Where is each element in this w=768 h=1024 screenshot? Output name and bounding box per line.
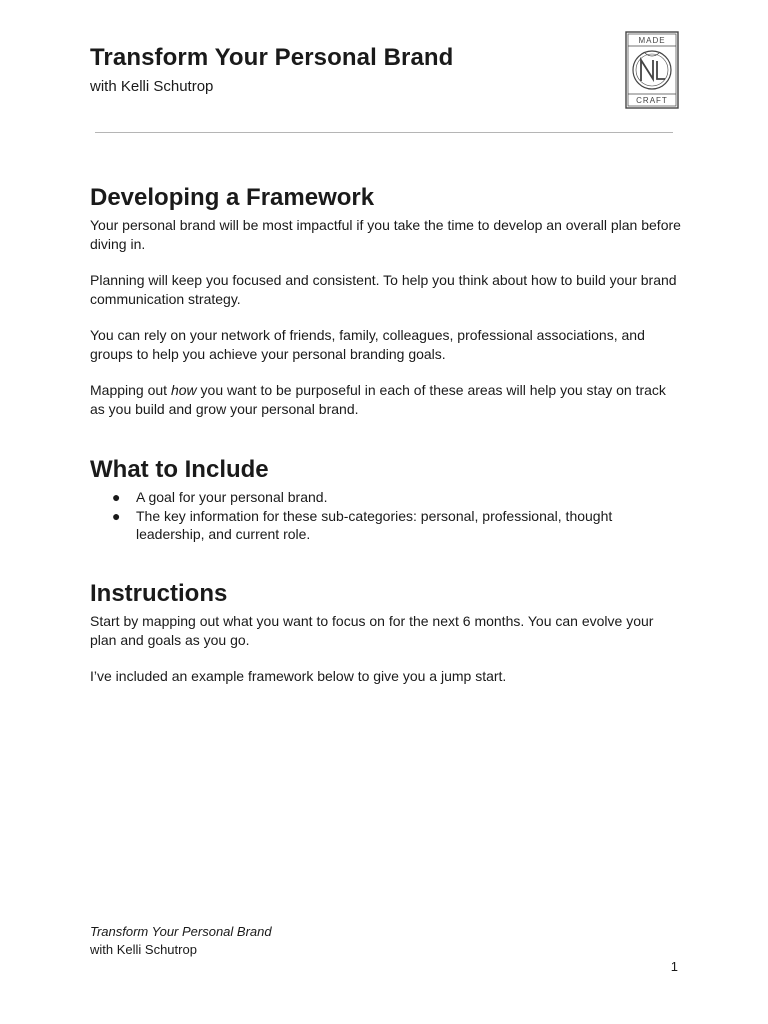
- list-item-text: The key information for these sub-categories: personal, professional, thought leadership, and current role.: [136, 507, 613, 542]
- section-heading-framework: Developing a Framework: [90, 184, 375, 211]
- list-item-text: A goal for your personal brand.: [136, 489, 328, 505]
- svg-text:CRAFT: CRAFT: [636, 96, 668, 105]
- document-title: Transform Your Personal Brand: [90, 44, 454, 71]
- framework-paragraph-4-start: Mapping out: [90, 382, 171, 398]
- footer-subtitle: with Kelli Schutrop: [90, 942, 197, 957]
- list-item: [90, 507, 682, 544]
- page-number: 1: [670, 959, 678, 974]
- framework-paragraph-4-end: you want to be purposeful in each of these areas will help you stay on track as you build and grow your personal brand.: [90, 382, 666, 417]
- bullet-icon: ●: [112, 507, 121, 524]
- header-divider: [95, 132, 673, 133]
- svg-text:MADE: MADE: [638, 36, 666, 45]
- instructions-paragraph-2: I’ve included an example framework below to give you a jump start.: [90, 668, 507, 684]
- instructions-paragraph-1: Start by mapping out what you want to focus on for the next 6 months. You can evolve your plan and goals as you go.: [90, 613, 654, 648]
- section-heading-what-to-include: What to Include: [90, 456, 269, 483]
- include-list: [90, 488, 682, 544]
- section-heading-instructions: Instructions: [90, 580, 228, 607]
- framework-paragraph-1: Your personal brand will be most impactful if you take the time to develop an overall plan before diving in.: [90, 217, 681, 252]
- made-craft-logo: [625, 31, 679, 109]
- framework-paragraph-3: You can rely on your network of friends, family, colleagues, professional associations, and groups to help you achieve your personal branding goals.: [90, 327, 645, 362]
- framework-paragraph-2: Planning will keep you focused and consistent. To help you think about how to build your brand communication strategy.: [90, 272, 677, 307]
- document-subtitle: with Kelli Schutrop: [90, 78, 214, 95]
- framework-paragraph-4: [90, 381, 682, 418]
- footer-title: Transform Your Personal Brand: [90, 924, 272, 939]
- framework-paragraph-4-emphasis: how: [170, 382, 197, 398]
- bullet-icon: ●: [112, 489, 121, 505]
- list-item: [90, 488, 682, 507]
